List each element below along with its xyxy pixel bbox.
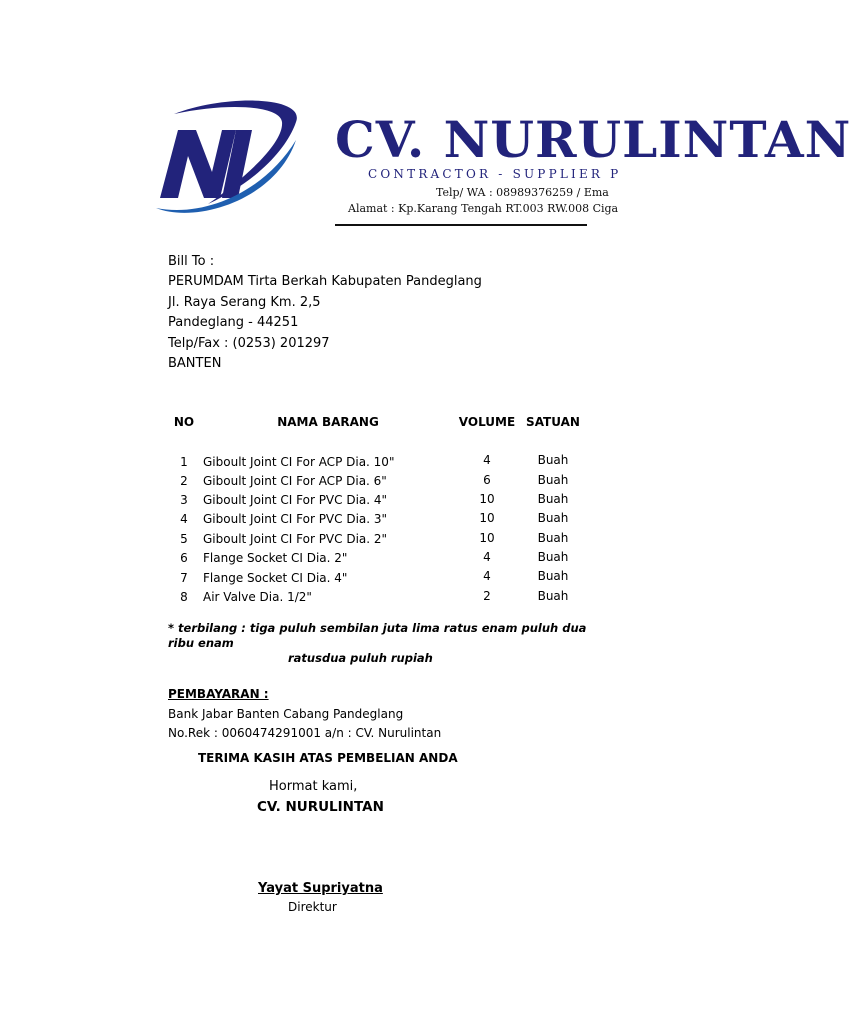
row-3-unit: Buah <box>537 492 569 506</box>
row-7-unit: Buah <box>537 569 569 583</box>
row-1-unit: Buah <box>537 453 569 467</box>
row-5-unit: Buah <box>537 531 569 545</box>
row-6-unit: Buah <box>537 550 569 564</box>
amount-in-words-line1: * terbilang : tiga puluh sembilan juta lima ratus enam puluh dua ribu enam <box>168 621 587 650</box>
row-4-no: 4 <box>180 512 188 526</box>
payment-account: No.Rek : 0060474291001 a/n : CV. Nurulintan <box>168 726 442 740</box>
signer-title: Direktur <box>288 900 337 914</box>
row-5-item: Giboult Joint CI For PVC Dia. 2" <box>203 532 388 546</box>
bill-to-label: Bill To : <box>168 254 215 269</box>
row-5-no: 5 <box>180 532 188 546</box>
row-7-no: 7 <box>180 571 188 585</box>
bill-to-block <box>168 252 482 374</box>
row-8-unit: Buah <box>537 589 569 603</box>
signer-name: Yayat Supriyatna <box>258 881 383 896</box>
closing-company: CV. NURULINTAN <box>257 799 384 815</box>
row-6-volume: 4 <box>483 550 491 564</box>
col-header-item: NAMA BARANG <box>277 415 379 429</box>
company-tagline: CONTRACTOR - SUPPLIER P <box>368 167 622 181</box>
bill-to-province: BANTEN <box>168 356 222 372</box>
amount-in-words <box>168 621 587 666</box>
row-4-item: Giboult Joint CI For PVC Dia. 3" <box>203 512 388 526</box>
ni-logo-icon <box>156 100 302 218</box>
row-2-volume: 6 <box>483 473 491 487</box>
row-1-no: 1 <box>180 455 188 469</box>
row-8-item: Air Valve Dia. 1/2" <box>203 590 312 604</box>
bill-to-city: Pandeglang - 44251 <box>168 315 299 331</box>
payment-bank: Bank Jabar Banten Cabang Pandeglang <box>168 707 404 721</box>
row-6-item: Flange Socket CI Dia. 2" <box>203 551 348 565</box>
row-8-no: 8 <box>180 590 188 604</box>
amount-in-words-line2: ratusdua puluh rupiah <box>288 651 433 665</box>
bill-to-phone: Telp/Fax : (0253) 201297 <box>168 335 330 351</box>
company-name: CV. NURULINTAN <box>335 110 851 169</box>
col-header-unit: SATUAN <box>526 415 580 429</box>
company-address: Alamat : Kp.Karang Tengah RT.003 RW.008 Ciga <box>348 202 619 215</box>
row-1-item: Giboult Joint CI For ACP Dia. 10" <box>203 455 395 469</box>
closing-regards: Hormat kami, <box>269 779 358 794</box>
row-8-volume: 2 <box>483 589 491 603</box>
row-4-volume: 10 <box>479 511 495 525</box>
row-3-no: 3 <box>180 493 188 507</box>
row-3-volume: 10 <box>479 492 495 506</box>
bill-to-street: Jl. Raya Serang Km. 2,5 <box>168 294 321 310</box>
row-5-volume: 10 <box>479 531 495 545</box>
col-header-no: NO <box>173 415 195 429</box>
payment-title: PEMBAYARAN : <box>168 687 269 701</box>
company-contact: Telp/ WA : 08989376259 / Ema <box>436 186 609 199</box>
row-4-unit: Buah <box>537 511 569 525</box>
header-divider <box>335 224 587 226</box>
row-2-unit: Buah <box>537 473 569 487</box>
row-2-item: Giboult Joint CI For ACP Dia. 6" <box>203 474 387 488</box>
row-1-volume: 4 <box>483 453 491 467</box>
row-7-item: Flange Socket CI Dia. 4" <box>203 571 348 585</box>
thank-you-note: TERIMA KASIH ATAS PEMBELIAN ANDA <box>198 751 458 765</box>
bill-to-name: PERUMDAM Tirta Berkah Kabupaten Pandeglang <box>168 274 482 290</box>
col-header-volume: VOLUME <box>458 415 516 429</box>
row-2-no: 2 <box>180 474 188 488</box>
row-3-item: Giboult Joint CI For PVC Dia. 4" <box>203 493 388 507</box>
row-6-no: 6 <box>180 551 188 565</box>
row-7-volume: 4 <box>483 569 491 583</box>
